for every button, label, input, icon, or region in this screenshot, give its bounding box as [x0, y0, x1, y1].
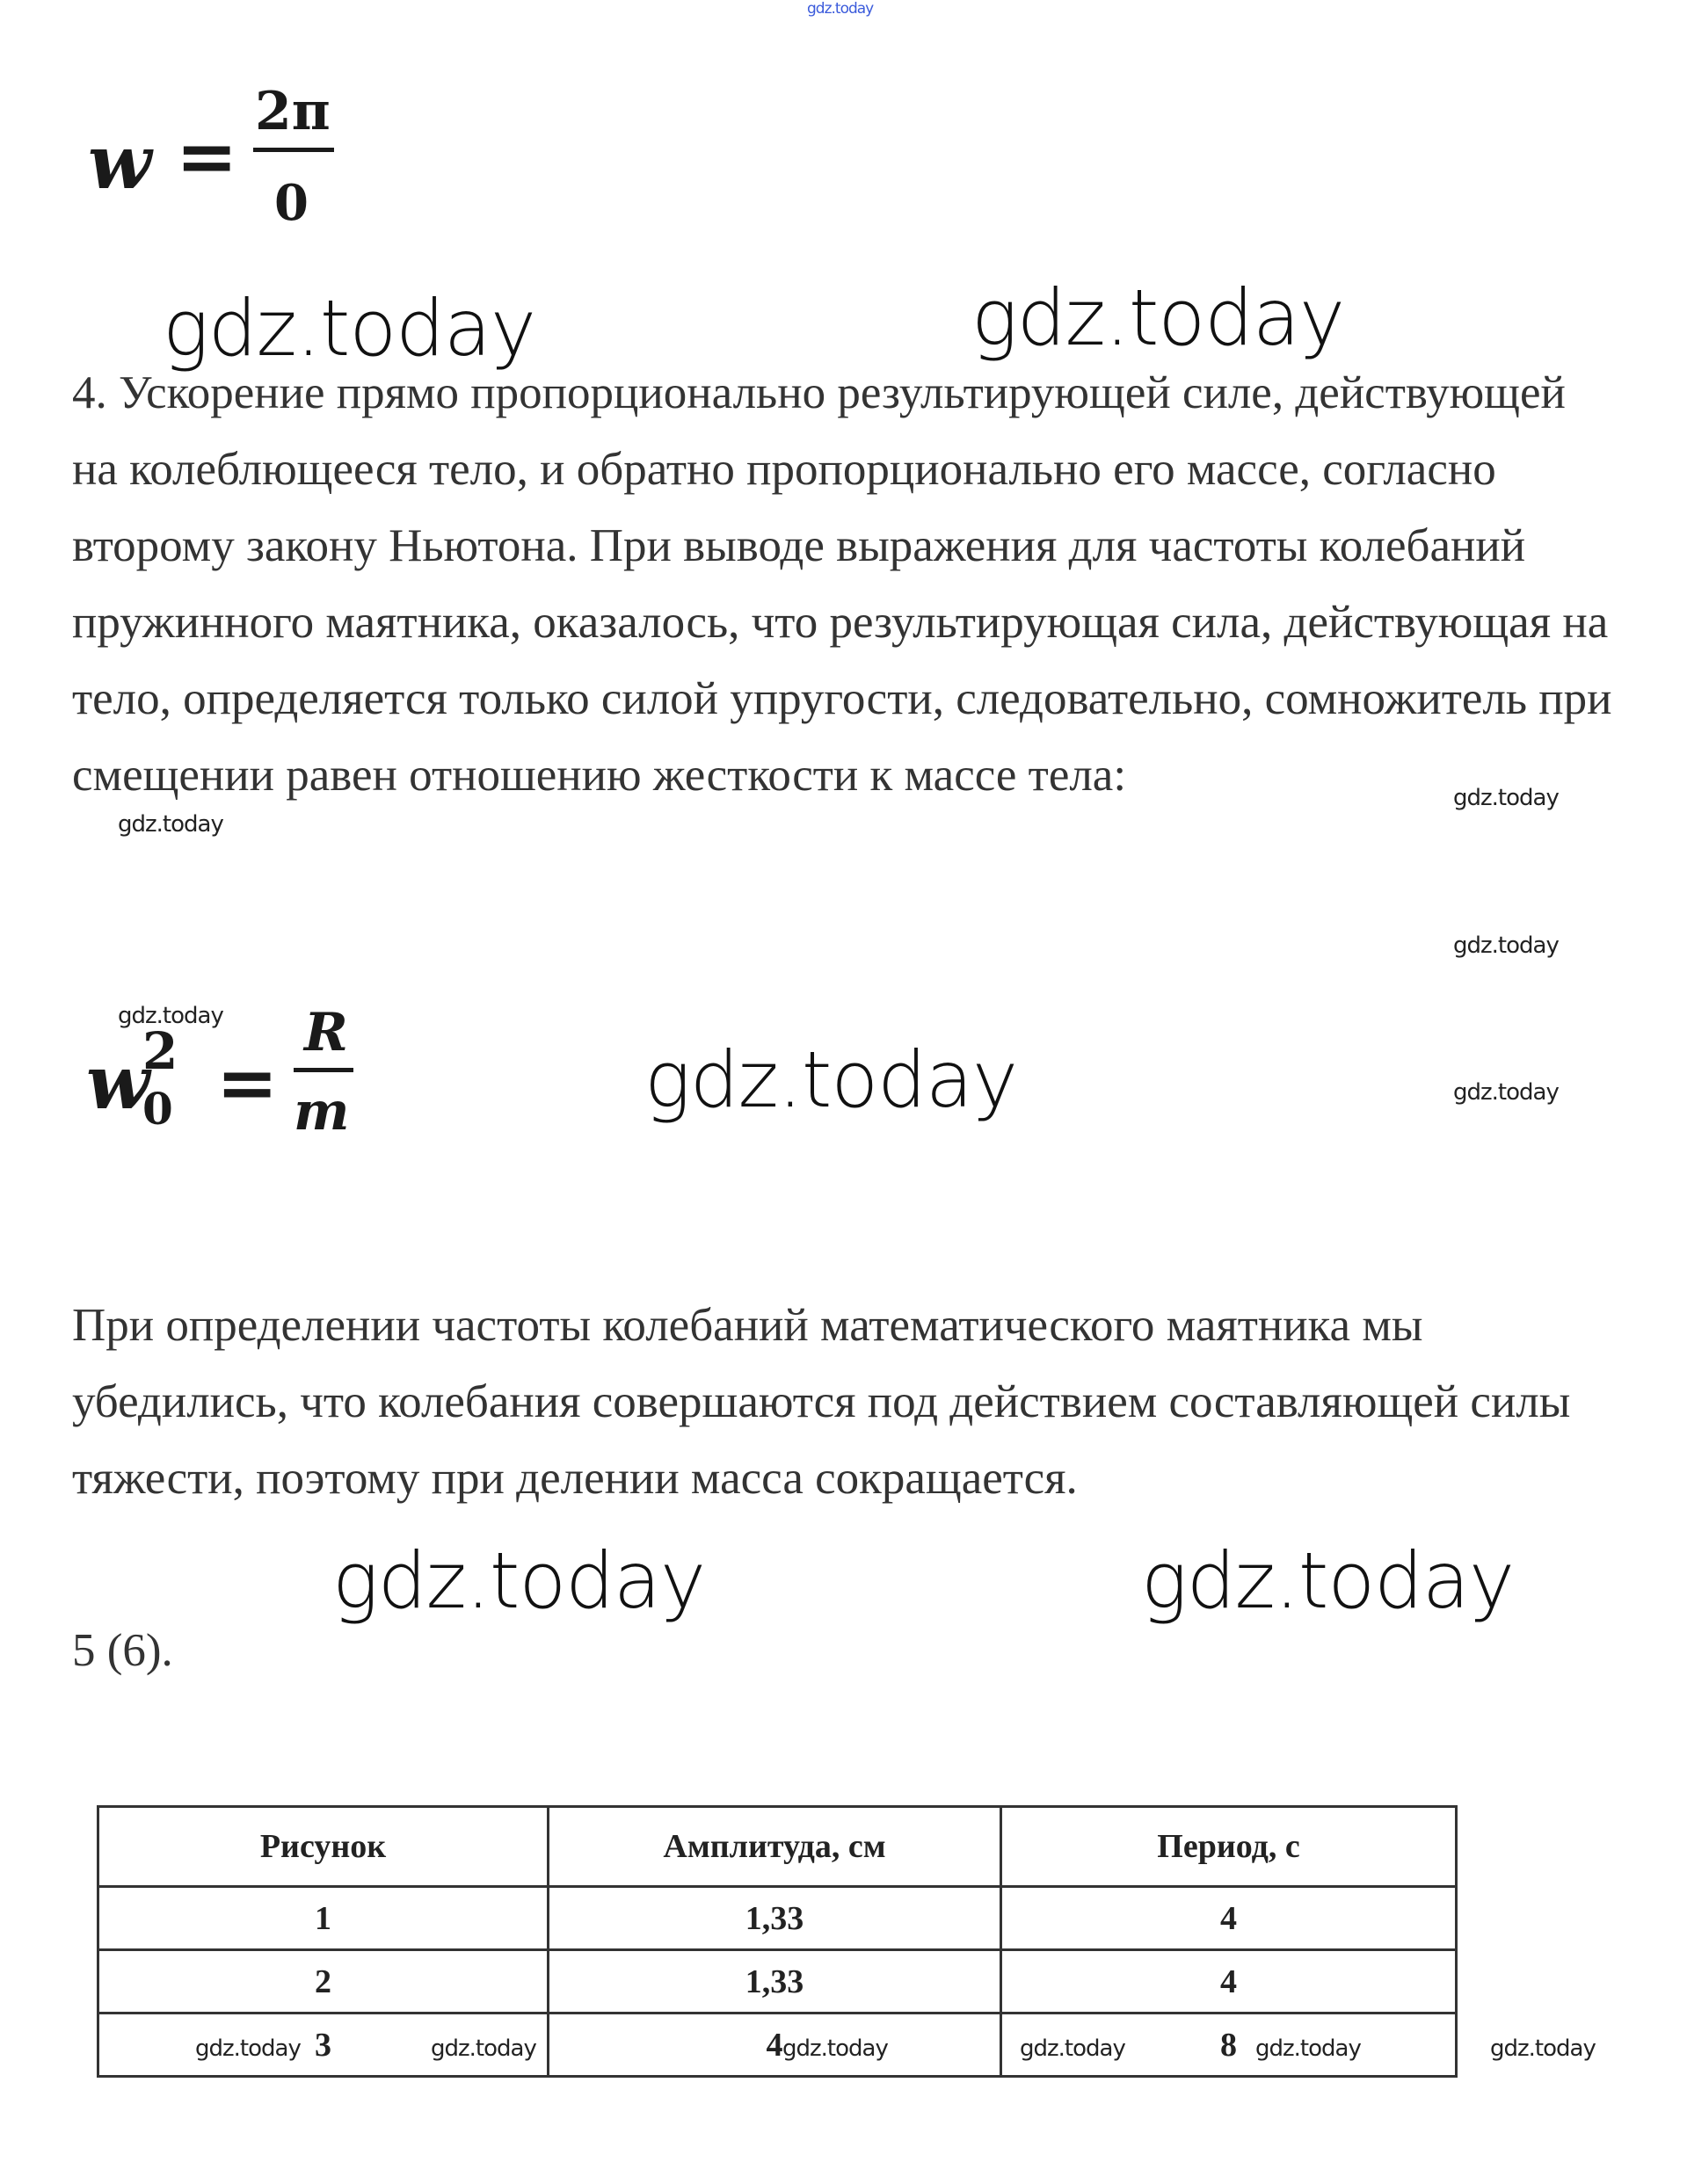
- watermark-small: gdz.today: [1490, 2035, 1596, 2062]
- cell-period: 4: [1001, 1950, 1457, 2013]
- watermark-big: gdz.today: [163, 283, 536, 374]
- formula2-subscript: 0: [142, 1083, 173, 1135]
- formula1-denominator: 0: [274, 174, 309, 232]
- cell-period: 4: [1001, 1887, 1457, 1950]
- watermark-big: gdz.today: [971, 272, 1345, 363]
- header-figure: Рисунок: [98, 1807, 549, 1887]
- watermark-small: gdz.today: [1453, 932, 1559, 959]
- paragraph-newton-law: 4. Ускорение прямо пропорционально результирующей силе, действующей на колеблющееся тело, и обратно пропорционально его массе, согласно второму закону Ньютона. При выводе выражения для частоты колебаний пружинного маятника, оказалось, что результирующая сила, действующая на тело, определяется только силой упругости, следовательно, сомножитель при смещении равен отношению жесткости к массе тела:: [72, 367, 1612, 801]
- formula2-numerator: R: [304, 1002, 348, 1063]
- table-row: [98, 1950, 1457, 2013]
- formula1-lhs: w: [88, 119, 152, 206]
- watermark-small: gdz.today: [195, 2035, 301, 2062]
- paragraph-math-pendulum: При определении частоты колебаний математического маятника мы убедились, что колебания совершаются под действием составляющей силы тяжести, поэтому при делении масса сокращается.: [72, 1300, 1571, 1504]
- formula1-equals: =: [176, 112, 238, 200]
- formula1-numerator: 2π: [255, 81, 331, 142]
- watermark-small: gdz.today: [118, 811, 223, 838]
- watermark-small: gdz.today: [1255, 2035, 1361, 2062]
- header-amplitude: Амплитуда, см: [548, 1807, 1000, 1887]
- formula2-denominator: m: [294, 1081, 350, 1143]
- table-header-row: [98, 1807, 1457, 1887]
- oscillation-table: [97, 1805, 1458, 2078]
- cell-figure: 3: [98, 2013, 549, 2077]
- watermark-small: gdz.today: [1453, 1079, 1559, 1106]
- watermark-big: gdz.today: [332, 1535, 706, 1626]
- watermark-small: gdz.today: [1020, 2035, 1125, 2062]
- watermark-small: gdz.today: [431, 2035, 536, 2062]
- cell-figure: 1: [98, 1887, 549, 1950]
- watermark-big: gdz.today: [1141, 1535, 1515, 1626]
- formula2-lhs: w: [86, 1039, 150, 1126]
- watermark-small: gdz.today: [782, 2035, 888, 2062]
- cell-figure: 2: [98, 1950, 549, 2013]
- formula2-fraction-bar: [294, 1068, 353, 1072]
- cell-amplitude: 4: [548, 2013, 1000, 2077]
- formula2-superscript: 2: [142, 1021, 178, 1081]
- header-watermark: gdz.today: [807, 0, 874, 18]
- watermark-small: gdz.today: [1453, 785, 1559, 811]
- section-5-label: 5 (6).: [72, 1625, 173, 1676]
- watermark-big: gdz.today: [644, 1034, 1018, 1125]
- table-row: [98, 2013, 1457, 2077]
- formula1-fraction-bar: [253, 148, 334, 152]
- cell-amplitude: 1,33: [548, 1887, 1000, 1950]
- cell-period: 8: [1001, 2013, 1457, 2077]
- table-row: [98, 1887, 1457, 1950]
- watermark-small: gdz.today: [118, 1003, 223, 1029]
- header-period: Период, с: [1001, 1807, 1457, 1887]
- cell-amplitude: 1,33: [548, 1950, 1000, 2013]
- formula2-equals: =: [216, 1039, 279, 1126]
